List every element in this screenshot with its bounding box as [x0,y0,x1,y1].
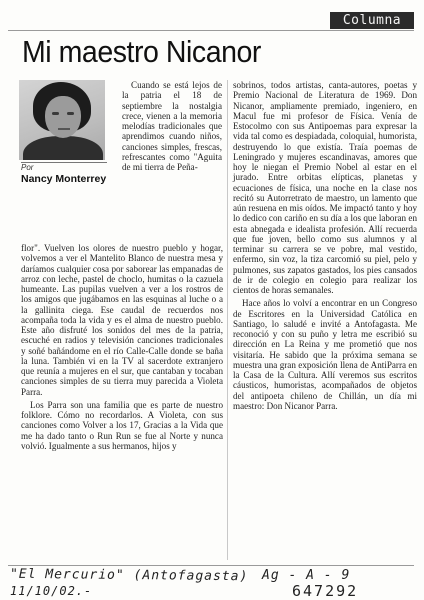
body-paragraph: flor". Vuelven los olores de nuestro pueblo y hogar, volvemos a ver el Mantelito Blanco de nuestra mesa y daríamos cualquier cosa por saborear las empanadas de arroz con leche, pastel de choclo, humitas o la cazuela humeante. Las pupilas vuelven a ver a los rostros de los amigos que jugábamos en las esquinas al luche o a la gallinita ciega. Ese caudal de recuerdos nos acompaña toda la vida y es el alma de nuestro pueblo. Este año disfruté los sonidos del mes de la patria, escuché en radios y televisión canciones tradicionales y soñé bañándome en el río Calle-Calle donde se baña la luna. También vi en la TV al sacerdote extranjero que reunía a mujeres en el sur, que cantaban y tocaban canciones simples de su tierra muy parecida a Violeta Parra. [21,243,223,397]
body-paragraph: sobrinos, todos artistas, canta-autores, poetas y Premio Nacional de Literatura de 1969. Don Nicanor, ampliamente premiado, ingeniero, en Macul fue mi profesor de Física. Venía de Estocolmo con sus Antipoemas para expresar la vida tal como es despiadada, coloquial, humorista, destruyendo lo que existía. Traía poemas de Leningrado y mujeres escandinavas, amores que hoy le niegan el Premio Nobel al estar en el jurado. Entre orbitas elípticas, planetas y ecuaciones de física, una noche en la clase nos recitó su Autorretrato de maestro, un lamento que aún resuena en mis oídos. Me impactó tanto y hoy lo dedico con cariño en su día a los que laboran en esta abnegada e idealista profesión. Allí recuerda que fue joven, bello como sus alumnos y al terminar su carrera se ve pobre, mal vestido, enfermo, sin voz, la tiza carcomió su piel, pelo y pulmones, sus zapatos gastados, los pies cansados de ir de colegio en colegio para realizar los cientos de horas semanales. [233,80,417,295]
handwritten-source: "El Mercurio" (Antofagasta) [9,566,249,585]
byline-author: Nancy Monterrey [21,173,107,185]
handwritten-number: 647292 [292,582,359,600]
intro-paragraph: Cuando se está lejos de la patria el 18 de septiembre la nostalgia crece, vienen a la memoria melodías tradicionales que aprendimos cuando niños, canciones simples, frescas, refrescantes como "Aguita de mi tierra de Peña- [122,80,222,172]
bottom-rule [8,565,414,566]
handwritten-date: 11/10/02.- [10,584,93,598]
top-rule [8,30,414,31]
handwritten-code: Ag - A - 9 [262,568,351,583]
body-paragraph: Los Parra son una familia que es parte de nuestro folklore. Cómo no recordarlos. A Violeta, con sus canciones como Volver a los 17, Gracias a la Vida que me ha dado tanto o Run Run se fue al Norte y nunca volvió. Igualmente a sus hermanos, hijos y [21,399,223,451]
intro-column [122,80,222,172]
column-divider [227,80,228,560]
headline: Mi maestro Nicanor [22,34,261,69]
byline-prefix: Por [21,163,34,172]
body-paragraph: Hace años lo volví a encontrar en un Congreso de Escritores en la Universidad Católica en Santiago, lo saludé e invité a Antofagasta. Me reconoció y con su puño y letra me escribió su dirección en La Reina y me prometió que nos visitaría. He sabido que la próxima semana se muestra una gran exposición llena de AntiParra en la Casa de la Cultura. Allí veremos sus escritos cáusticos, humoristas, acompañados de objetos del antipoeta chileno de Chillán, un día mi maestro: Don Nicanor Parra. [233,298,417,411]
byline-rule [21,162,107,163]
left-column [21,243,223,451]
author-photo [19,80,105,160]
right-column [233,80,417,411]
section-tag: Columna [330,12,414,29]
